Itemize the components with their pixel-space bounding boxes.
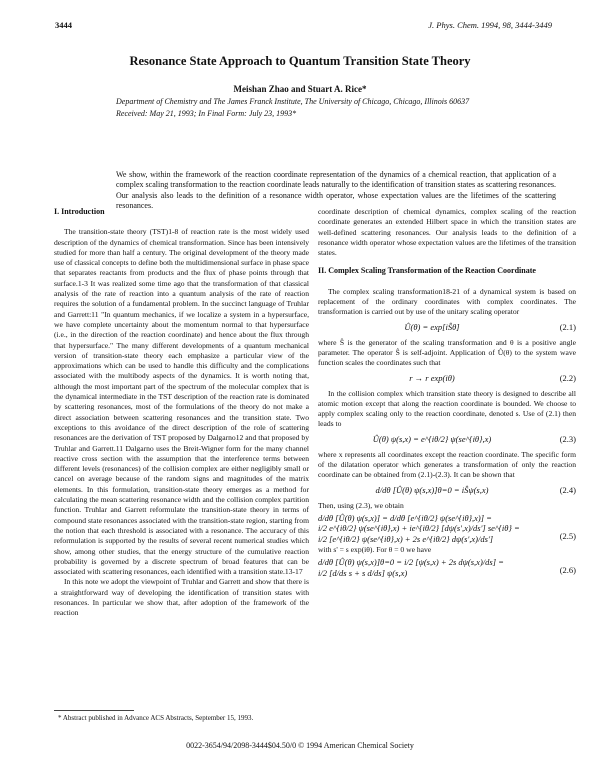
footnote-rule: [54, 710, 134, 711]
equation-line: i/2 [d/ds s + s d/ds] ψ(s,x): [318, 567, 408, 578]
left-column: [54, 207, 309, 619]
section-heading-complex-scaling: II. Complex Scaling Transformation of the Reaction Coordinate: [318, 266, 536, 276]
equation-2-1: [318, 318, 576, 338]
equation-2-5: [318, 511, 576, 545]
section-heading-introduction: I. Introduction: [54, 207, 105, 216]
right-paragraph-4: In the collision complex which transition state theory is designed to describe all atomic motion except that along the reaction coordinate is bounded. We choose to apply complex scaling only to the reaction coordinate, denoted s. Use of (2.1) then leads to: [318, 388, 576, 429]
abstract: We show, within the framework of the reaction coordinate representation of the dynamics of a chemical reaction, that application of a complex scaling transformation to the reaction coordinate leads naturally to the identification of transition states as scattering resonances. Our analysis also leads to the definition of a resonance width operator, whose expectation values are the lifetimes of the scattering resonances.: [116, 170, 556, 210]
equation-number: (2.5): [559, 530, 576, 541]
running-header: [55, 20, 552, 32]
authors: Meishan Zhao and Stuart A. Rice*: [233, 84, 367, 94]
right-paragraph-3: where Ŝ is the generator of the scaling transformation and θ is a positive angle parameter. The operator Ŝ is self-adjoint. Application of Û(θ) to the system wave function scales the coordinates such that: [318, 337, 576, 368]
equation-number: (2.6): [559, 564, 576, 575]
equation-number: (2.3): [559, 433, 576, 444]
right-paragraph-1: coordinate description of chemical dynamics, complex scaling of the reaction coordinate generates an extended Hilbert space in which the transition states are well-defined scattering resonances. Our analysis leads to the definition of a resonance width operator whose expectation values are the lifetimes of the transition states.: [318, 207, 576, 258]
equation-2-4: [318, 481, 576, 501]
equation-2-3: [318, 430, 576, 450]
right-paragraph-2: The complex scaling transformation18-21 of a dynamical system is based on replacement of the ordinary coordinates with complex coordinates. The transformation is carried out by use of the unitary scaling operator: [318, 286, 576, 317]
equation-line: d/dθ [Û(θ) ψ(s,x)] = d/dθ [e^{iθ/2} ψ(se^{iθ},x)] =: [318, 512, 492, 523]
equation-body: Û(θ) ψ(s,x) = e^{iθ/2} ψ(se^{iθ},x): [372, 433, 492, 444]
right-paragraph-6: Then, using (2.3), we obtain: [318, 500, 404, 510]
equation-line: d/dθ [Û(θ) ψ(s,x)]θ=0 = i/2 [ψ(s,x) + 2s dψ(s,x)/ds] =: [318, 557, 504, 568]
equation-body: Û(θ) = exp[iŜθ]: [404, 321, 460, 332]
paper-title: Resonance State Approach to Quantum Transition State Theory: [129, 54, 471, 68]
equation-number: (2.1): [559, 321, 576, 332]
equation-body: r → r exp(iθ): [409, 372, 455, 383]
page-number: 3444: [55, 20, 72, 30]
right-paragraph-7: with s' = s exp(iθ). For θ = 0 we have: [318, 544, 432, 554]
right-paragraph-5: where x represents all coordinates except the reaction coordinate. The specific form of the dilatation operator which generates a transformation of only the reaction coordinate can be obtained from (2.1)-(2.3). It can be shown that: [318, 449, 576, 480]
received-dates: Received: May 21, 1993; In Final Form: July 23, 1993*: [116, 109, 297, 118]
copyright-footer: 0022-3654/94/2098-3444$04.50/0 © 1994 American Chemical Society: [186, 741, 414, 750]
equation-line: i/2 [e^{iθ/2} ψ(se^{iθ},x) + 2s e^{iθ/2} dψ(s',x)/ds']: [318, 533, 494, 544]
equation-number: (2.4): [559, 484, 576, 495]
journal-citation: J. Phys. Chem. 1994, 98, 3444-3449: [428, 20, 552, 30]
affiliation: Department of Chemistry and The James Franck Institute, The University of Chicago, Chicago, Illinois 60637: [116, 97, 470, 106]
equation-2-6: [318, 555, 576, 579]
equation-body: d/dθ [Û(θ) ψ(s,x)]θ=0 = iŜψ(s,x): [375, 484, 489, 495]
right-column: [318, 207, 576, 579]
footnote: * Abstract published in Advance ACS Abstracts, September 15, 1993.: [58, 714, 254, 722]
equation-line: i/2 e^{iθ/2} ψ(se^{iθ},x) + ie^{iθ/2} [dψ(s',x)/ds'] se^{iθ} =: [318, 523, 520, 534]
equation-2-2: [318, 369, 576, 389]
intro-paragraph-2: In this note we adopt the viewpoint of Truhlar and Garrett and show that there is a straightforward way of developing the identification of transition states with resonances. In particular we show that, after adoption of the framework of the reaction: [54, 577, 309, 618]
equation-number: (2.2): [559, 372, 576, 383]
intro-paragraph-1: The transition-state theory (TST)1-8 of reaction rate is the most widely used description of the dynamics of chemical transformation. Since has been intensively studied for more than half a century. The original development of the theory made use of classical concepts to define both the multidimensional surface in phase space that separates reactants from products and the flux of phase points through that surface.1-3 It was realized some time ago that the transformation of that classical analysis of the rate of reaction into a quantum analysis of the rate of reaction requires the solution of a fundamental problem. In the succinct language of Truhlar and Garrett:11 "In quantum mechanics, if we localize a system in a hypersurface, we have complete uncertainty about the momentum normal to that hypersurface (i.e., in the direction of the reaction coordinate) and hence about the flux through that hypersurface." The many different developments of a quantum mechanical version of transition-state theory each emphasize a particular view of the approximations which can be used to handle this difficulty and the complications associated with the multibody aspects of the dynamics. It is worth noting that, although the most important part of the spectrum of the molecular complex that is the dynamical intermediate in the TST description of the reaction rate is dominated by scattering resonances, most of the formulations of the theory do not make a direct association between scattering resonances and the transition state. Two exceptions to this avoidance of the direct description of the role of scattering resonances are the derivation of TST proposed by Dalgarno12 and that proposed by Truhlar and Garrett.11 Dalgarno uses the Breit-Wigner form for the many channel reactive cross section with the assumption that the interference terms between different levels (resonances) of the collision complex are either negligibly small or cancel on average because of the random signs and magnitudes of the matrix elements. In this formulation, transition-state theory emerges as a method for calculating the mean scattering resonance width and the collision complex partition function. Truhlar and Garrett reformulate the transition-state theory in terms of compound state resonances associated with the transition-state region, starting from the notion that each threshold is associated with a resonance. The accuracy of this reformulation is supported by the results of several recent numerical studies which show, among other studies, that the energy structure of the cumulative reaction probability is governed by a discrete spectrum of broad features that can be associated with scattering resonances, each identified with a transition state.13-17: [54, 227, 309, 577]
